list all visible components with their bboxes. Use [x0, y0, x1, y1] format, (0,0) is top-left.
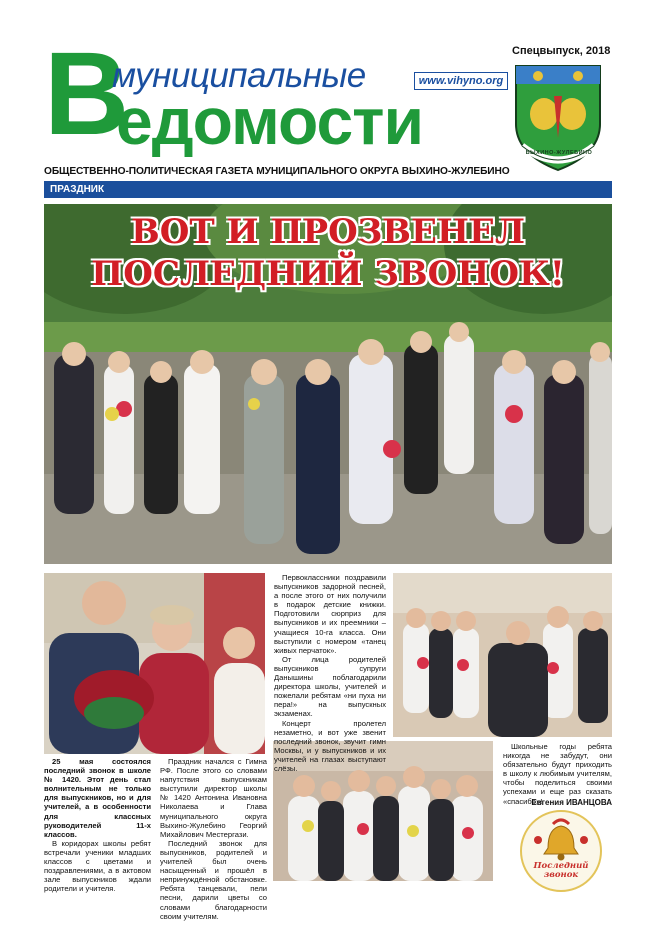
article-column-3 [274, 573, 386, 773]
badge-line2: звонок [543, 870, 579, 880]
main-photo [44, 204, 612, 564]
article-column-4 [503, 742, 612, 806]
masthead-line1: муниципальные [112, 56, 366, 95]
article-column-2 [160, 757, 267, 921]
badge-text [526, 862, 596, 880]
masthead-line2: едомости [116, 84, 424, 158]
website-link[interactable]: www.vihyno.org [414, 72, 508, 90]
article-paragraph-1: В коридорах школы ребят встречали ученики младших классов с цветами и поздравлениями, а в актовом зале выпускников ждали родители и учителя. [44, 838, 151, 894]
article-paragraph-5: От лица родителей выпускников супруги Данышины поблагодарили директора школы, учителей и пожелали ребятам «ни пуха ни пера!» на выпускных экзаменах. [274, 654, 386, 719]
headline-line2: ПОСЛЕДНИЙ ЗВОНОК! [91, 254, 565, 294]
article-paragraph-3: Последний звонок для выпускников, родителей и учителей был очень насыщенный и прошёл в непринуждённой обстановке. Ребята танцевали, пели песни, дарили цветы со словами благодарности своим учителям. [160, 838, 267, 921]
masthead-letter-v: В [44, 28, 128, 160]
photo-graduates-hug [393, 573, 612, 737]
crest-ribbon-text: ВЫХИНО-ЖУЛЕБИНО [525, 150, 593, 156]
article-paragraph-7: Школьные годы ребята никогда не забудут, они обязательно будут приходить в школу к любимым учителям, чтобы поделиться своими успехами и еще раз сказать «спасибо»! [503, 742, 612, 806]
article-paragraph-4: Первоклассники поздравили выпускников задорной песней, а после этого от них получили в подарок детские книжки. Подготовили сюрприз для выпускников и их преемники – учащиеся 10-га класса. Они выступили с номером «танец живых перчаток». [274, 573, 386, 655]
newspaper-subtitle: ОБЩЕСТВЕННО-ПОЛИТИЧЕСКАЯ ГАЗЕТА МУНИЦИПАЛЬНОГО ОКРУГА ВЫХИНО-ЖУЛЕБИНО [44, 166, 510, 177]
photo-director-flowers [44, 573, 265, 754]
coat-of-arms-icon [508, 62, 608, 174]
article-author: Евгения ИВАНЦОВА [531, 798, 612, 807]
section-rubric: ПРАЗДНИК [44, 181, 612, 198]
article-paragraph-2: Праздник начался с Гимна РФ. После этого со словами напутствия выпускникам выступили директор школы № 1420 Антонина Ивановна Николаева и Глава муниципального округа Выхино-Жулебино Георгий Михайлович Местергази. [160, 757, 267, 839]
article-lead: 25 мая состоялся последний звонок в школе № 1420. Этот день стал волнительным не только для выпускников, но и для учителей, а в особенности для классных руководителей 11-х классов. [44, 757, 151, 839]
article-paragraph-6: Концерт пролетел незаметно, и вот уже звенит последний звонок, звучит гимн Москвы, и у выпускников и их учителей на глазах выступают слёзы. [274, 718, 386, 773]
headline-line1: ВОТ И ПРОЗВЕНЕЛ [130, 212, 526, 252]
badge-line1: Последний [533, 861, 589, 871]
issue-label: Спецвыпуск, 2018 [512, 45, 611, 57]
article-column-1 [44, 757, 151, 893]
